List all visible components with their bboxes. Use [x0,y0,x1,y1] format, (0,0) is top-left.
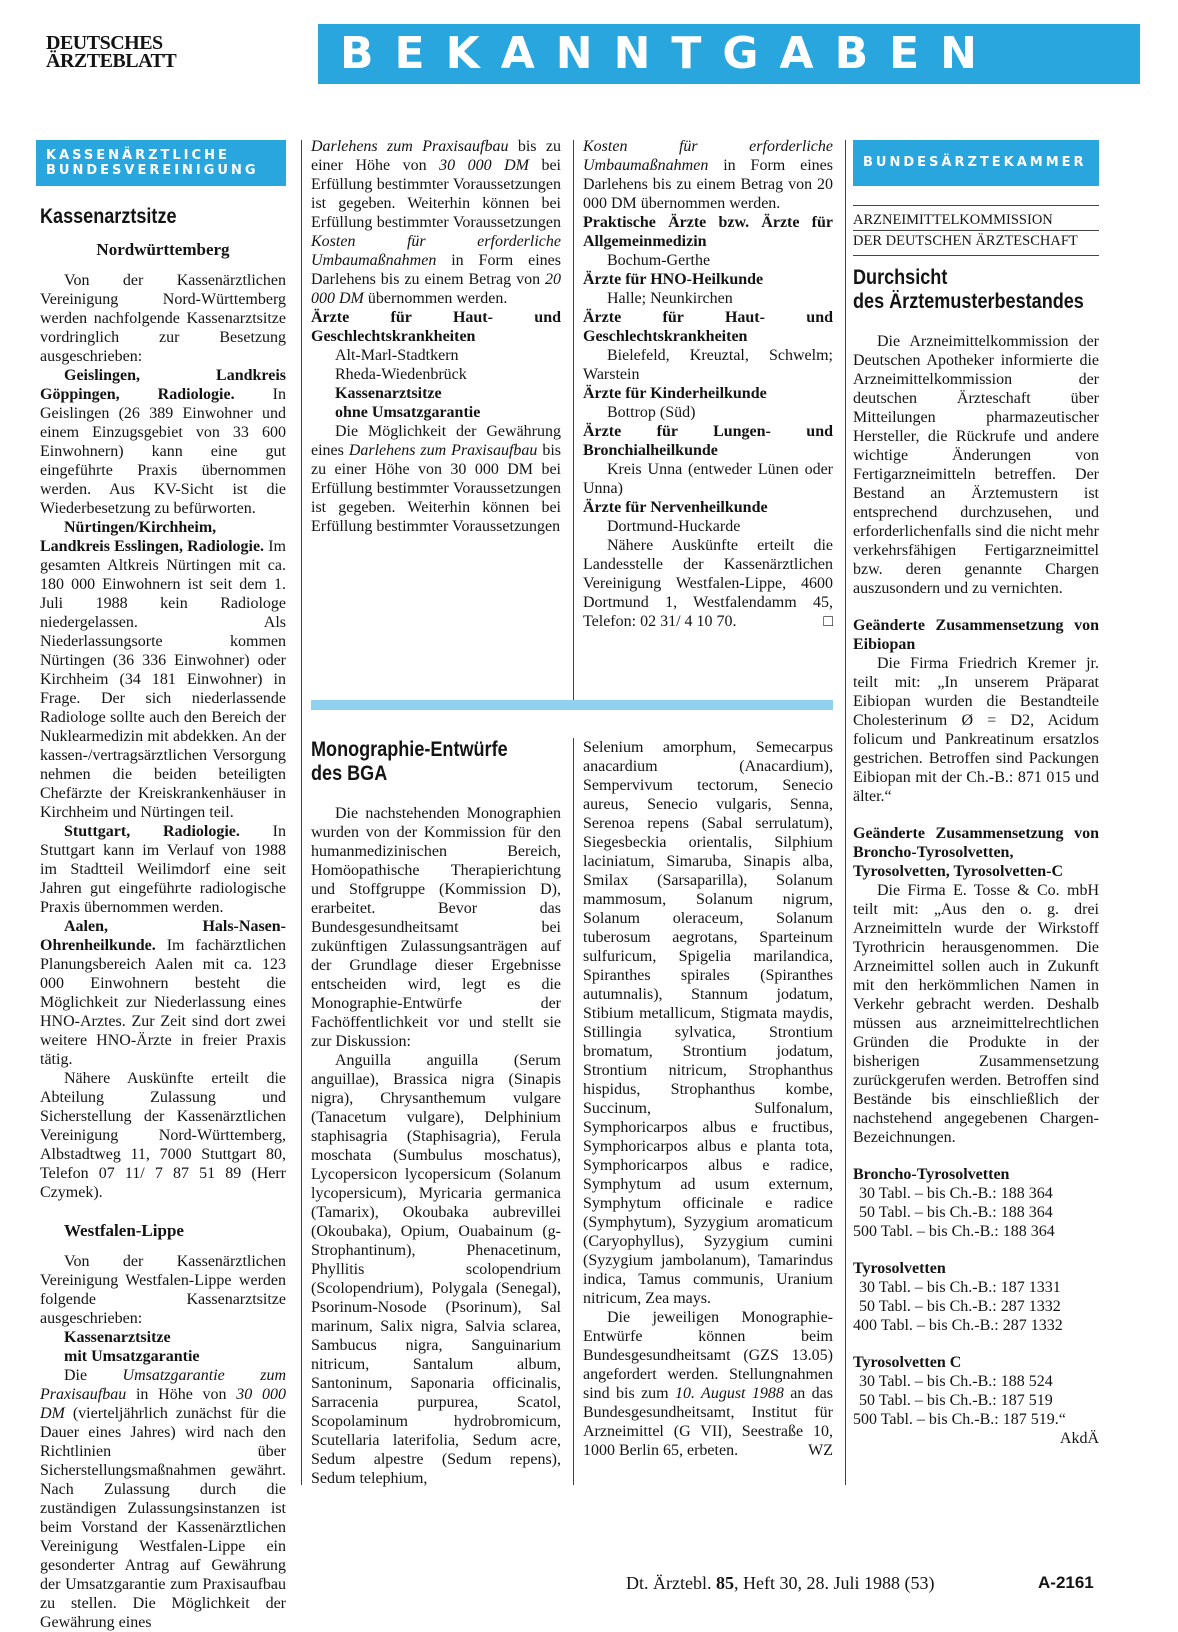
mit-d: 30 000 DM [40,1386,286,1422]
mit-m: übernommen werden. [363,290,508,307]
geislingen-heading: Geislingen, Landkreis Göppingen, Radiologie. [40,367,286,403]
bga-list-part2: Selenium amorphum, Semecarpus anacardium (Anacardium), Sempervivum tectorum, Senecio aureus, Senecio vulgaris, Senna, Serenoa repens (Sabal serrulatum), Siegesbeckia orientalis, Silphium laciniatum, Simaruba, Sinapis alba, Smilax (Sarsaparilla), Solanum mammosum, Solanum nigrum, Solanum oleraceum, Solanum tuberosum aegrotans, Sparteinum sulfuricum, Spigelia marilandica, Spiranthes spirales (Spiranthes autumnalis), Stannum jodatum, Stibium metallicum, Stigmata maydis, Stillingia sylvatica, Strontium bromatum, Strontium jodatum, Strontium nitricum, Strophanthus hispidus, Strophanthus kombe, Succinum, Sulfonalum, Symphoricarpos albus e fructibus, Symphoricarpos albus e planta tota, Symphoricarpos albus e radice, Symphytum ad usum externum, Symphytum officinale e radice (Symphytum), Syzygium aromaticum (Caryophyllus), Syzygium cumini (Syzygium jambolanum), Tamarindus indica, Tamus communis, Uranium nitricum, Zea mays. [583,739,833,1307]
divider-band [311,700,833,710]
bga-title-line1: Monographie-Entwürfe [311,738,508,761]
footer-journal: Dt. Ärztebl. [626,1573,716,1593]
kinderheilkunde-place: Bottrop (Süd) [607,404,696,421]
batch-row: 50 Tabl. – bis Ch.-B.: 287 1332 [859,1298,1061,1315]
lungenheilkunde-heading: Ärzte für Lungen- und Bronchialheilkunde [583,423,833,459]
bga-column-right [583,738,833,1485]
batch-row: 500 Tabl. – bis Ch.-B.: 187 519.“ [853,1411,1066,1428]
kbv-label-line2: BUNDESVEREINIGUNG [46,163,259,178]
kbv-label-line1: KASSENÄRZTLICHE [46,148,230,163]
masthead-line1: DEUTSCHES [46,32,163,54]
baek-title-line2: des Ärztemusterbestandes [853,290,1084,313]
column-rule [573,140,574,710]
masthead [46,34,231,70]
nw-intro: Von der Kassenärztlichen Vereinigung Nord-Württemberg werden nachfolgende Kassenarztsitze vordringlich zur Besetzung ausgeschrieben: [40,272,286,365]
nervenheilkunde-place: Dortmund-Huckarde [607,518,741,535]
footer-issue: , Heft 30, 28. Juli 1988 (53) [733,1573,935,1593]
ohne-continued-text [583,137,833,213]
column-3-top [583,137,833,697]
column-2-top [311,137,561,697]
batch-group-name: Broncho-Tyrosolvetten [853,1166,1010,1183]
baek-signature: AkdÄ [1059,1430,1099,1447]
nuertingen-text: Im gesamten Altkreis Nürtingen mit ca. 180 000 Einwohnern ist seit dem 1. Juli 1988 kein Radiologe niedergelassen. Als Niederlassungsorte kommen Nürtingen (36 336 Einwohner) oder Kirchheim (34 181 Einwohner) in Frage. Der sich niederlassende Radiologe sollte auch den Bereich der Nuklearmedizin mit abdekken. An der kassen-/vertragsärztlichen Versorgung nehmen die beiden beteiligten Chefärzte der Kreiskrankenhäuser in Kirchheim und Nürtingen teil. [40,538,286,821]
eibiopan-text: Die Firma Friedrich Kremer jr. teilt mit: „In unserem Präparat Eibiopan wurden die Bestandteile Cholesterinum Ø = D2, Acidum folicum und Pankreatinum ersatzlos gestrichen. Betroffen sind Packungen Eibiopan mit der Ch.-B.: 871 015 und älter.“ [853,655,1099,805]
ohne-umsatzgarantie-heading [311,384,561,422]
mit-e: (vierteljährlich zunächst für die Dauer eines Jahres) wird nach den Richtlinien über Sicherstellungsmaßnahmen gewährt. Nach Zulassung durch die zuständigen Zulassungsinstanzen ist beim Vorstand der Kassenärztlichen Vereinigung Westfalen-Lippe ein gesonderter Antrag auf Gewährung der Umsatzgarantie zum Praxisaufbau zu stellen. Die Möglichkeit der Gewährung eines [40,1405,286,1631]
batch-row: 30 Tabl. – bis Ch.-B.: 188 364 [859,1185,1053,1202]
aalen-text: Im fachärztlichen Planungsbereich Aalen mit ca. 123 000 Einwohnern besteht die Möglichkeit zur Niederlassung eines HNO-Arztes. Zur Zeit sind dort zwei weitere HNO-Ärzte in freier Praxis tätig. [40,937,286,1068]
mit-umsatzgarantie-text [40,1366,286,1632]
tyrosolvetten-heading: Geänderte Zusammensetzung von Broncho-Tyrosolvetten, Tyrosolvetten, Tyrosolvetten-C [853,825,1099,880]
mit-k: in Form eines Darlehens bis zu einem Betrag von [311,252,561,288]
haut2-place: Bielefeld, Kreuztal, Schwelm; Warstein [583,347,833,383]
footer-volume: 85 [715,1573,734,1593]
column-rule [301,700,302,1485]
section-banner: BEKANNTGABEN [318,24,1140,84]
column-4 [853,205,1099,1485]
batch-group-name: Tyrosolvetten C [853,1354,962,1371]
ohne-c: bis zu einer Höhe von 30 000 DM bei Erfüllung bestimmter Voraussetzungen ist gegeben. Weiterhin können bei Erfüllung bestimmter Voraussetzungen [311,442,562,535]
column-rule [845,140,846,1485]
bga-title-line2: des BGA [311,762,388,785]
rubric-line2: DER DEUTSCHEN ÄRZTESCHAFT [853,230,1099,251]
bga-outro-a: Die jeweiligen Monographie-Entwürfe können beim Bundesgesundheitsamt (GZS 13.05) angefordert werden. Stellungnahmen sind bis zum [583,1309,833,1402]
ohne-head-line2: ohne Umsatzgarantie [335,404,481,421]
haut1-heading: Ärzte für Haut- und Geschlechtskrankheiten [311,309,561,345]
haut2-heading: Ärzte für Haut- und Geschlechtskrankheiten [583,309,833,345]
mit-head-line2: mit Umsatzgarantie [64,1348,200,1365]
mit-head-line1: Kassenarztsitze [64,1329,171,1346]
rubric-line1: ARZNEIMITTELKOMMISSION [853,212,1053,228]
stuttgart-text: In Stuttgart kann im Verlauf von 1988 im Stadtteil Weilimdorf eine seit Jahren gut eingeführte radiologische Praxis übernommen werden. [40,823,286,916]
westfalen-lippe-heading: Westfalen-Lippe [64,1221,184,1240]
footer-citation [626,1572,934,1594]
batch-row: 400 Tabl. – bis Ch.-B.: 287 1332 [853,1317,1063,1334]
haut1-place1: Alt-Marl-Stadtkern [335,347,459,364]
haut1-place2: Rheda-Wiedenbrück [335,366,467,383]
column-rule [573,738,574,1485]
hno-place: Halle; Neunkirchen [607,290,733,307]
column-rule [301,140,302,710]
wl-intro: Von der Kassenärztlichen Vereinigung Westfalen-Lippe werden folgende Kassenarztsitze ausgeschrieben: [40,1253,286,1327]
wl-contact [583,536,833,631]
ohne-a: Die Möglichkeit der Gewährung eines [311,423,561,459]
bga-list-part1: Anguilla anguilla (Serum anguillae), Brassica nigra (Sinapis nigra), Chrysanthemum vulgare (Tanacetum vulgare), Delphinium staphisagria (Staphisagria), Ferula moschata (Sumbulus moschatus), Lycopersicon lycopersicum (Solanum lycopersicum), Myricaria germanica (Tamarix), Okoubaka aubrevillei (Okoubaka), Opium, Ouabainum (g-Strophantinum), Phenacetinum, Phyllitis scolopendrium (Scolopendrium), Polygala (Senegal), Psorinum-Nosode (Psorinum), Sal marinum, Salix nigra, Salvia sclarea, Sambucus nigra, Sanguinarium nitricum, Santalum album, Santoninum, Saponaria officinalis, Sarracenia purpurea, Scatol, Scopolaminum hydrobromicum, Scutellaria laterifolia, Sedum acre, Sedum alpestre (Sedum repens), Sedum telephium, [311,1052,561,1487]
bga-outro-c: an das Bundesgesundheitsamt, Institut für Arzneimittel (G VII), Seestraße 10, 1000 Berlin 65, erbeten. [583,1385,833,1459]
mit-l: 20 000 DM [311,271,561,307]
mit-j: Kosten für erforderliche Umbaumaßnahmen [311,233,561,269]
kbv-label [36,140,286,186]
batch-row: 30 Tabl. – bis Ch.-B.: 187 1331 [859,1279,1061,1296]
bga-outro-date: 10. August 1988 [674,1385,784,1402]
baek-title-line1: Durchsicht [853,266,948,289]
aalen-notice [40,917,286,1069]
ohne-head-line1: Kassenarztsitze [335,385,442,402]
nw-contact: Nähere Auskünfte erteilt die Abteilung Zulassung und Sicherstellung der Kassenärztlichen Vereinigung Nord-Württemberg, Albstadtweg 11, 7000 Stuttgart 80, Telefon 07 11/ 7 87 51 89 (Herr Czymek). [40,1070,286,1201]
column-1 [40,205,286,1631]
batch-row: 500 Tabl. – bis Ch.-B.: 188 364 [853,1223,1055,1240]
mit-a: Die [64,1367,123,1384]
bga-signature: WZ [808,1442,833,1459]
ohne-e: in Form eines Darlehens bis zu einem Betrag von 20 000 DM übernommen werden. [583,157,833,212]
bga-intro: Die nachstehenden Monographien wurden von der Kommission für den humanmedizinischen Bereich, Homöopathische Therapierichtung und Stoffgruppe (Kommission D), erarbeitet. Bevor das Bundesgesundheitsamt bei zukünftigen Zulassungsanträgen auf der Grundlage dieser Ergebnisse entscheiden wird, legt es die Monographie-Entwürfe der Fachöffentlichkeit vor und stellt sie zur Diskussion: [311,805,561,1050]
mit-umsatzgarantie-heading [40,1328,286,1366]
batch-row: 50 Tabl. – bis Ch.-B.: 188 364 [859,1204,1053,1221]
ohne-d: Kosten für erforderliche Umbaumaßnahmen [583,138,833,174]
batch-group [853,1353,1099,1448]
footer-page-number: A-2161 [1038,1573,1094,1592]
ohne-umsatzgarantie-text [311,422,561,536]
kinderheilkunde-heading: Ärzte für Kinderheilkunde [583,385,767,402]
end-mark: □ [823,613,833,630]
lungenheilkunde-place: Kreis Unna (entweder Lünen oder Unna) [583,461,833,497]
batch-row: 30 Tabl. – bis Ch.-B.: 188 524 [859,1373,1053,1390]
nervenheilkunde-heading: Ärzte für Nervenheilkunde [583,499,768,516]
geislingen-notice [40,366,286,518]
batch-group [853,1165,1099,1241]
tyrosolvetten-text: Die Firma E. Tosse & Co. mbH teilt mit: „Aus den o. g. drei Arzneimitteln wurde der Wirkstoff Tyrothricin herausgenommen. Die Arzneimittel sollen auch in Zukunft mit den herkömmlichen Namen in Verkehr gebracht werden. Deshalb müssen aus arzneimittelrechtlichen Gründen die Produkte in der bisherigen Zusammensetzung zurückgerufen werden. Betroffen sind Bestände bis einschließlich der nachstehend angegebenen Chargen-Bezeichnungen. [853,882,1099,1146]
baek-label: BUNDESÄRZTEKAMMER [853,140,1099,186]
aalen-heading: Aalen, Hals-Nasen-Ohrenheilkunde. [40,918,286,954]
bga-outro [583,1308,833,1460]
kassenarztsitze-title: Kassenarztsitze [40,205,177,228]
geislingen-text: In Geislingen (26 389 Einwohner und einem Einzugsgebiet von 33 600 Einwohnern) kann eine gut eingeführte Praxis übernommen werden. Aus KV-Sicht ist die Wiederbesetzung zu befürworten. [40,386,286,517]
batch-group [853,1259,1099,1335]
eibiopan-heading: Geänderte Zusammensetzung von Eibiopan [853,617,1099,653]
stuttgart-heading: Stuttgart, Radiologie. [64,823,240,840]
stuttgart-notice [40,822,286,917]
masthead-line2: ÄRZTEBLATT [46,50,177,72]
nuertingen-notice [40,518,286,822]
baek-intro: Die Arzneimittelkommission der Deutschen Apotheker informierte die Arzneimittelkommission der deutschen Ärzteschaft über Mitteilungen pharmazeutischer Hersteller, die Rückrufe und andere wichtige Änderungen von Fertigarzneimitteln betreffen. Der Bestand an Ärztemustern ist entsprechend durchzusehen, und erforderlichenfalls sind die nicht mehr verkehrsfähigen Fertigarzneimittel bzw. deren genannte Chargen auszusondern und zu vernichten. [853,333,1099,597]
batch-row: 50 Tabl. – bis Ch.-B.: 187 519 [859,1392,1053,1409]
hno-heading: Ärzte für HNO-Heilkunde [583,271,764,288]
mit-b: Umsatzgarantie zum Praxisaufbau [40,1367,286,1403]
mit-g: bis zu einer Höhe von [311,138,561,174]
allgemeinmedizin-heading: Praktische Ärzte bzw. Ärzte für Allgemeinmedizin [583,214,833,250]
mit-c: in Höhe von [126,1386,237,1403]
rubric [853,205,1099,256]
mit-continued-text [311,137,561,308]
ohne-b: Darlehens zum Praxisaufbau [348,442,538,459]
wl-contact-text: Nähere Auskünfte erteilt die Landesstelle der Kassenärztlichen Vereinigung Westfalen-Lippe, 4600 Dortmund 1, Westfalendamm 45, Telefon: 02 31/ 4 10 70. [583,537,833,630]
allgemeinmedizin-place: Bochum-Gerthe [607,252,711,269]
mit-i: bei Erfüllung bestimmter Voraussetzungen ist gegeben. Weiterhin können bei Erfüllung bestimmter Voraussetzungen [311,157,561,231]
nordwuerttemberg-heading: Nordwürttemberg [96,240,230,259]
bga-column-left [311,738,561,1485]
mit-h: 30 000 DM [439,157,529,174]
nuertingen-heading: Nürtingen/Kirchheim, Landkreis Esslingen, Radiologie. [40,519,265,555]
batch-group-name: Tyrosolvetten [853,1260,946,1277]
mit-f: Darlehens zum Praxisaufbau [311,138,509,155]
